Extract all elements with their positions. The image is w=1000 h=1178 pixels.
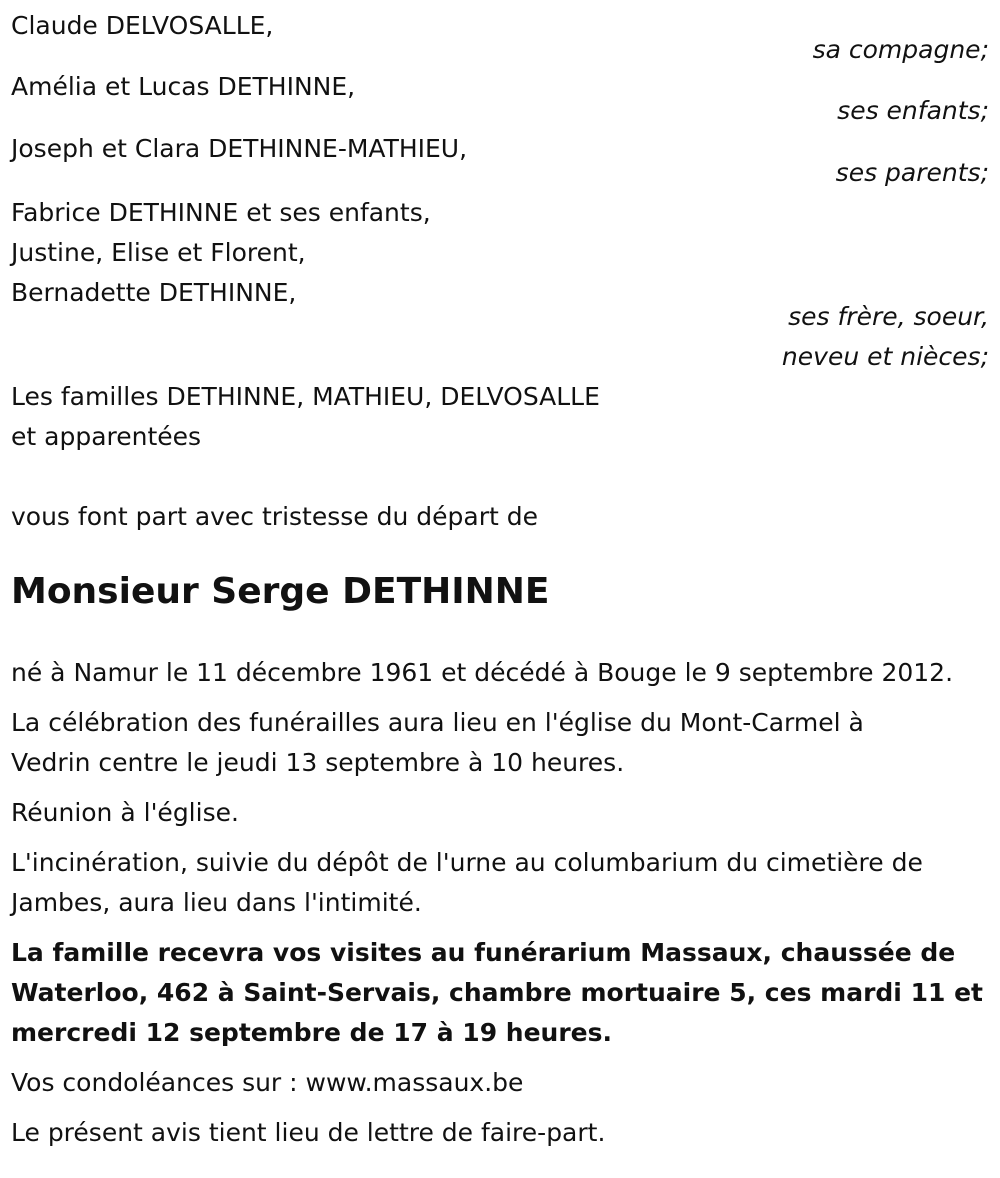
obituary-notice bbox=[11, 6, 989, 1163]
family-block-3 bbox=[11, 129, 989, 193]
family-block-5 bbox=[11, 377, 989, 457]
birth-death-text: né à Namur le 11 décembre 1961 et décédé à Bouge le 9 septembre 2012. bbox=[11, 658, 954, 687]
family-name: Les familles DETHINNE, MATHIEU, DELVOSALLE bbox=[11, 382, 600, 411]
family-name: Joseph et Clara DETHINNE-MATHIEU, bbox=[11, 134, 468, 163]
family-role: sa compagne; bbox=[812, 35, 989, 64]
announcement-text: vous font part avec tristesse du départ de bbox=[11, 502, 538, 531]
family-block-2 bbox=[11, 67, 989, 131]
family-role: neveu et nièces; bbox=[781, 342, 989, 371]
cremation-text: L'incinération, suivie du dépôt de l'urne au columbarium du cimetière de Jambes, aura lieu dans l'intimité. bbox=[11, 848, 923, 917]
deceased-name: Monsieur Serge DETHINNE bbox=[11, 571, 550, 612]
family-name: et apparentées bbox=[11, 422, 202, 451]
family-role: ses enfants; bbox=[837, 96, 989, 125]
family-role: ses frère, soeur, bbox=[788, 302, 989, 331]
family-name: Fabrice DETHINNE et ses enfants, bbox=[11, 198, 431, 227]
ceremony-text: La célébration des funérailles aura lieu en l'église du Mont-Carmel à Vedrin centre le jeudi 13 septembre à 10 heures. bbox=[11, 708, 864, 777]
family-block-4 bbox=[11, 193, 989, 377]
family-name: Bernadette DETHINNE, bbox=[11, 278, 297, 307]
condolences-text: Vos condoléances sur : www.massaux.be bbox=[11, 1068, 524, 1097]
family-role: ses parents; bbox=[835, 158, 989, 187]
family-name: Justine, Elise et Florent, bbox=[11, 238, 306, 267]
family-name: Claude DELVOSALLE, bbox=[11, 11, 274, 40]
visits-text: La famille recevra vos visites au funérarium Massaux, chaussée de Waterloo, 462 à Saint-Servais, chambre mortuaire 5, ces mardi 11 et mercredi 12 septembre de 17 à 19 heures. bbox=[11, 938, 983, 1047]
notice-text: Le présent avis tient lieu de lettre de faire-part. bbox=[11, 1118, 606, 1147]
meeting-text: Réunion à l'église. bbox=[11, 798, 239, 827]
family-name: Amélia et Lucas DETHINNE, bbox=[11, 72, 356, 101]
family-block-1 bbox=[11, 6, 989, 70]
